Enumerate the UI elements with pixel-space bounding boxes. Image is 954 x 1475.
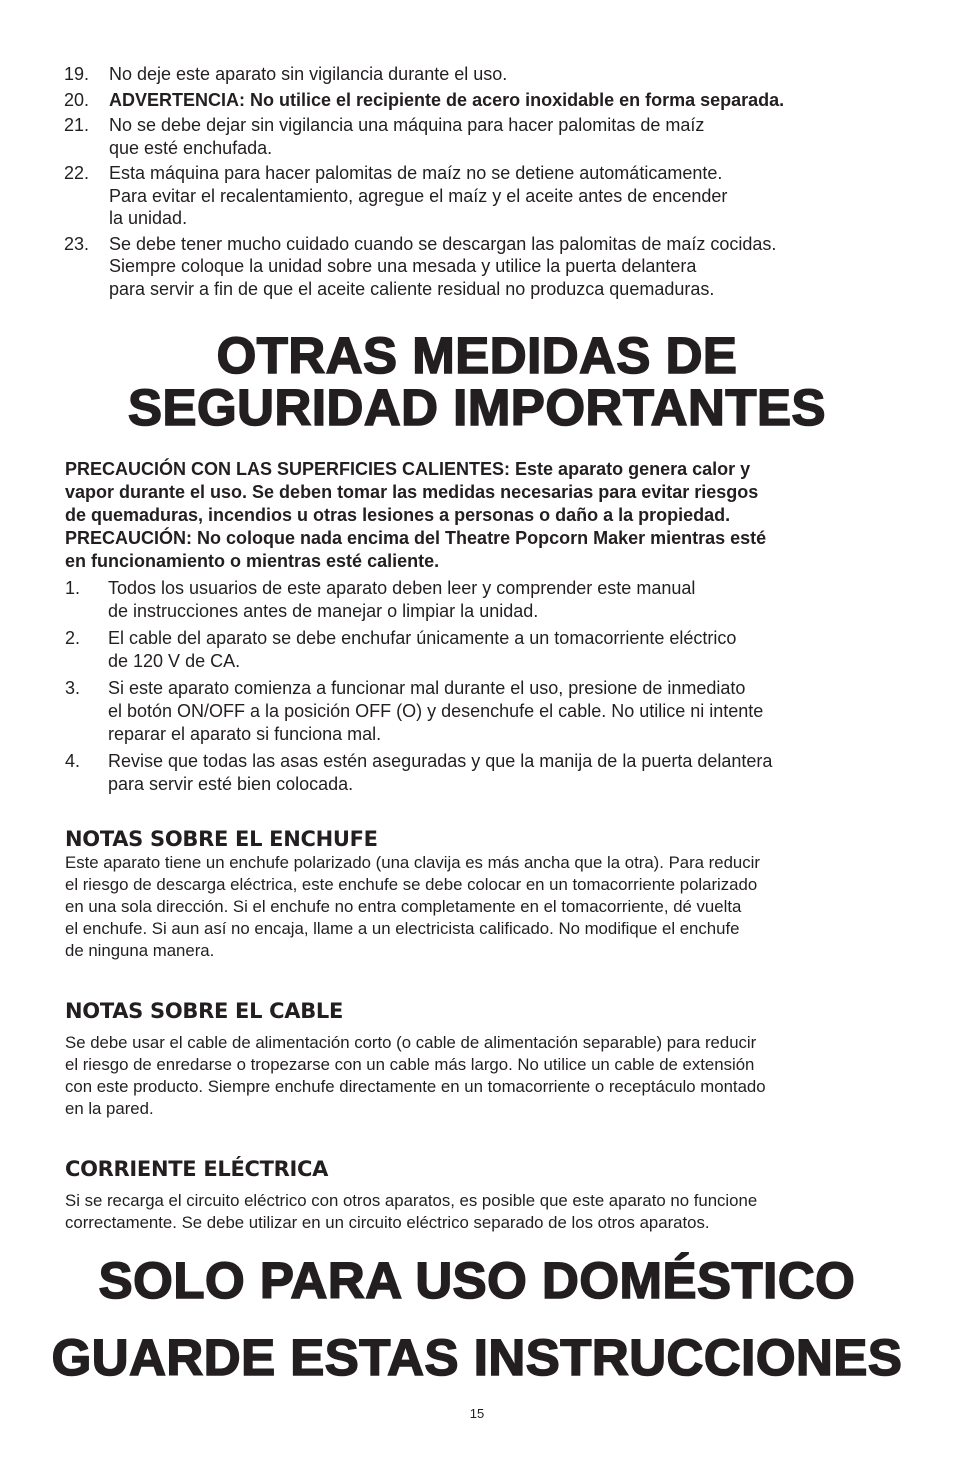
caution-text: PRECAUCIÓN: No coloque nada encima del Theatre Popcorn Maker mientras esté [65, 528, 767, 548]
list-item-text: El cable del aparato se debe enchufar únicamente a un tomacorriente eléctrico [108, 628, 737, 648]
list-item-text: Todos los usuarios de este aparato deben leer y comprender este manual [108, 578, 696, 598]
paragraph-line: con este producto. Siempre enchufe directamente en un tomacorriente o receptáculo montado [65, 1077, 766, 1096]
paragraph-line: Si se recarga el circuito eléctrico con otros aparatos, es posible que este aparato no funcione [65, 1191, 758, 1210]
cable-notes-text [65, 1032, 915, 1120]
main-heading-line: SEGURIDAD IMPORTANTES [127, 379, 827, 436]
electric-current-title: CORRIENTE ELÉCTRICA [65, 1157, 329, 1181]
list-item [64, 162, 904, 230]
list-item-number: 2. [65, 628, 81, 648]
list-item-number: 20. [64, 89, 90, 110]
plug-notes-text [65, 852, 915, 962]
save-instructions-heading: GUARDE ESTAS INSTRUCCIONES [51, 1329, 903, 1386]
paragraph-line: el riesgo de enredarse o tropezarse con un cable más largo. No utilice un cable de extensión [65, 1055, 755, 1074]
caution-text: de quemaduras, incendios u otras lesiones a personas o daño a la propiedad. [65, 505, 731, 525]
paragraph-line: en una sola dirección. Si el enchufe no entra completamente en el tomacorriente, dé vuelta [65, 897, 742, 916]
list-item [65, 627, 905, 673]
paragraph-line: de ninguna manera. [65, 941, 215, 960]
list-item-text: para servir esté bien colocada. [108, 774, 354, 794]
list-item-text: la unidad. [109, 208, 188, 228]
paragraph-line: en la pared. [65, 1099, 154, 1118]
list-item-number: 3. [65, 678, 81, 698]
plug-notes-title: NOTAS SOBRE EL ENCHUFE [65, 827, 378, 851]
list-item-number: 19. [64, 64, 90, 84]
paragraph-line: Se debe usar el cable de alimentación corto (o cable de alimentación separable) para reducir [65, 1033, 757, 1052]
electric-current-text [65, 1190, 915, 1234]
safety-list [65, 577, 905, 800]
list-item-number: 22. [64, 163, 90, 183]
caution-text: PRECAUCIÓN CON LAS SUPERFICIES CALIENTES: Este aparato genera calor y [65, 459, 751, 479]
list-item [65, 577, 905, 623]
cable-notes-title: NOTAS SOBRE EL CABLE [65, 999, 344, 1023]
list-item-text: que esté enchufada. [109, 137, 273, 158]
list-item-text: para servir a fin de que el aceite caliente residual no produzca quemaduras. [109, 278, 715, 299]
caution-text: en funcionamiento o mientras esté caliente. [65, 551, 440, 571]
paragraph-line: Este aparato tiene un enchufe polarizado (una clavija es más ancha que la otra). Para reducir [65, 853, 760, 872]
list-item-text: el botón ON/OFF a la posición OFF (O) y desenchufe el cable. No utilice ni intente [108, 701, 764, 721]
caution-block [65, 458, 905, 573]
list-item [64, 63, 904, 86]
paragraph-line: el enchufe. Si aun así no encaja, llame a un electricista calificado. No modifique el enchufe [65, 919, 740, 938]
list-item-text: No se debe dejar sin vigilancia una máquina para hacer palomitas de maíz [109, 115, 705, 135]
list-item-text: Para evitar el recalentamiento, agregue el maíz y el aceite antes de encender [109, 185, 728, 206]
main-heading [0, 327, 954, 436]
list-item [64, 89, 904, 112]
list-item-text: reparar el aparato si funciona mal. [108, 724, 382, 744]
list-item-text: Se debe tener mucho cuidado cuando se descargan las palomitas de maíz cocidas. [109, 233, 777, 254]
list-item-text: Si este aparato comienza a funcionar mal durante el uso, presione de inmediato [108, 678, 746, 698]
main-heading-line: OTRAS MEDIDAS DE [216, 327, 738, 384]
caution-text: vapor durante el uso. Se deben tomar las medidas necesarias para evitar riesgos [65, 482, 759, 502]
list-item-text: No deje este aparato sin vigilancia durante el uso. [109, 64, 508, 84]
list-item [64, 233, 904, 301]
list-item-number: 21. [64, 115, 90, 135]
list-item-text: de 120 V de CA. [108, 651, 241, 671]
list-item-number: 1. [65, 578, 81, 598]
list-item-text: Siempre coloque la unidad sobre una mesada y utilice la puerta delantera [109, 256, 697, 276]
paragraph-line: correctamente. Se debe utilizar en un circuito eléctrico separado de los otros aparatos. [65, 1213, 710, 1232]
list-item-number: 4. [65, 751, 81, 771]
household-use-heading: SOLO PARA USO DOMÉSTICO [98, 1252, 856, 1309]
list-item-text: Revise que todas las asas estén aseguradas y que la manija de la puerta delantera [108, 751, 773, 771]
paragraph-line: el riesgo de descarga eléctrica, este enchufe se debe colocar en un tomacorriente polarizado [65, 875, 758, 894]
list-item [64, 114, 904, 159]
list-item-text: de instrucciones antes de manejar o limpiar la unidad. [108, 601, 539, 621]
list-item [65, 750, 905, 796]
list-item-number: 23. [64, 233, 90, 254]
list-item [65, 677, 905, 746]
safety-list-continued [64, 63, 904, 303]
page-number: 15 [469, 1406, 485, 1421]
warning-text: ADVERTENCIA: No utilice el recipiente de acero inoxidable en forma separada. [109, 89, 785, 110]
list-item-text: Esta máquina para hacer palomitas de maíz no se detiene automáticamente. [109, 163, 723, 183]
